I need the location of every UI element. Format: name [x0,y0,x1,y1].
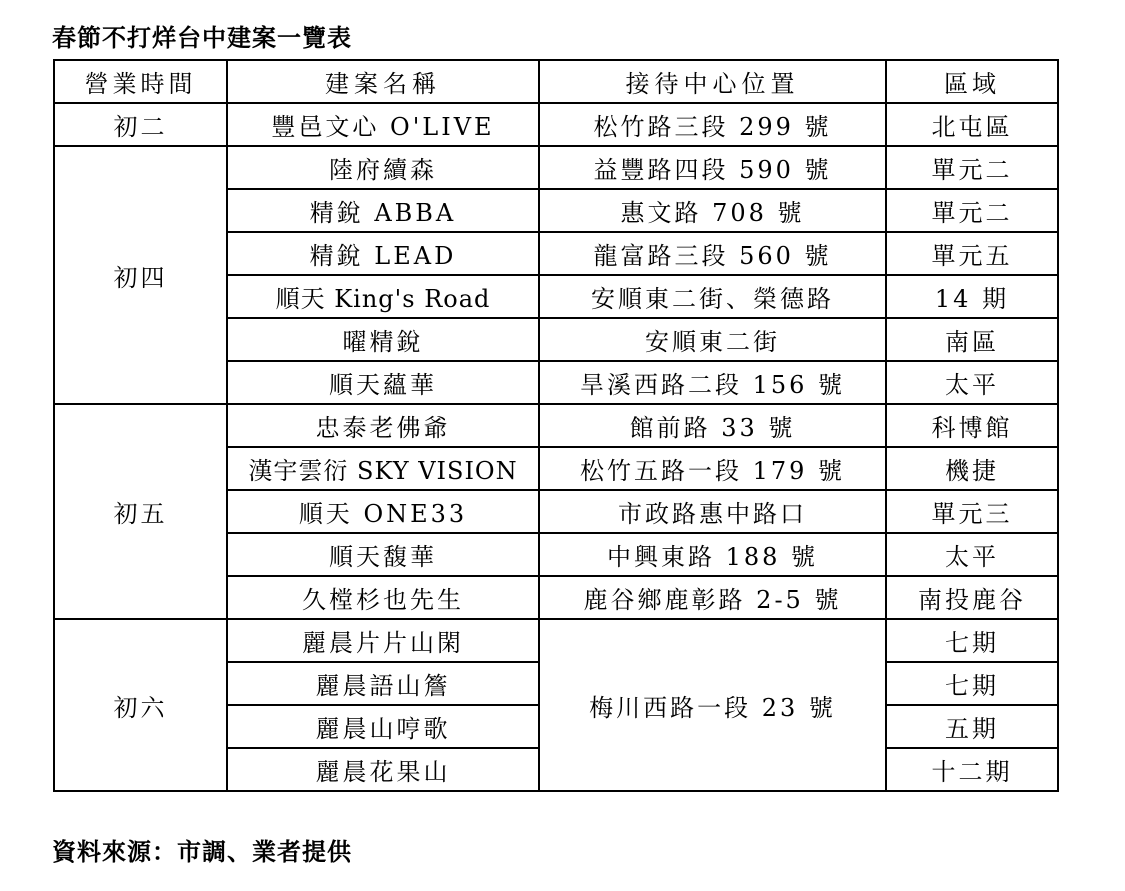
project-area-cell: 南區 [886,318,1058,361]
project-area-cell: 單元五 [886,232,1058,275]
project-location-cell: 館前路 33 號 [539,404,886,447]
header-row [54,60,1058,103]
project-name-cell: 順天蘊華 [227,361,539,404]
project-name-cell: 陸府續森 [227,146,539,189]
project-name-cell: 漢宇雲衍 SKY VISION [227,447,539,490]
project-area-cell: 14 期 [886,275,1058,318]
project-location-cell: 惠文路 708 號 [539,189,886,232]
project-location-cell: 鹿谷鄉鹿彰路 2-5 號 [539,576,886,619]
table-row [54,404,1058,447]
project-area-cell: 單元二 [886,189,1058,232]
listing-table [53,59,1059,792]
header-name: 建案名稱 [227,60,539,103]
header-area: 區域 [886,60,1058,103]
project-area-cell: 機捷 [886,447,1058,490]
project-name-cell: 精銳 LEAD [227,232,539,275]
project-location-cell: 龍富路三段 560 號 [539,232,886,275]
project-area-cell: 太平 [886,361,1058,404]
table-row [54,103,1058,146]
project-location-cell: 安順東二街 [539,318,886,361]
project-area-cell: 科博館 [886,404,1058,447]
project-name-cell: 忠泰老佛爺 [227,404,539,447]
header-location: 接待中心位置 [539,60,886,103]
project-location-cell: 市政路惠中路口 [539,490,886,533]
table-row [54,146,1058,189]
group-time-cell: 初四 [54,146,227,404]
project-area-cell: 五期 [886,705,1058,748]
project-location-cell: 松竹路三段 299 號 [539,103,886,146]
project-area-cell: 單元三 [886,490,1058,533]
project-name-cell: 精銳 ABBA [227,189,539,232]
project-name-cell: 久樘杉也先生 [227,576,539,619]
project-area-cell: 北屯區 [886,103,1058,146]
project-location-cell: 旱溪西路二段 156 號 [539,361,886,404]
project-location-cell: 松竹五路一段 179 號 [539,447,886,490]
project-location-cell: 安順東二街、榮德路 [539,275,886,318]
project-area-cell: 太平 [886,533,1058,576]
project-name-cell: 順天 ONE33 [227,490,539,533]
project-area-cell: 單元二 [886,146,1058,189]
project-area-cell: 南投鹿谷 [886,576,1058,619]
project-name-cell: 麗晨片片山閑 [227,619,539,662]
group-time-cell: 初二 [54,103,227,146]
group-time-cell: 初五 [54,404,227,619]
project-name-cell: 曜精銳 [227,318,539,361]
project-name-cell: 順天 King's Road [227,275,539,318]
project-name-cell: 豐邑文心 O'LIVE [227,103,539,146]
project-name-cell: 順天馥華 [227,533,539,576]
project-name-cell: 麗晨花果山 [227,748,539,791]
project-name-cell: 麗晨語山簷 [227,662,539,705]
document-title: 春節不打烊台中建案一覽表 [52,24,352,52]
project-area-cell: 十二期 [886,748,1058,791]
source-note: 資料來源：市調、業者提供 [52,838,352,866]
project-area-cell: 七期 [886,662,1058,705]
shared-location-cell: 梅川西路一段 23 號 [539,619,886,791]
table-row [54,619,1058,662]
group-time-cell: 初六 [54,619,227,791]
project-area-cell: 七期 [886,619,1058,662]
header-time: 營業時間 [54,60,227,103]
project-location-cell: 益豐路四段 590 號 [539,146,886,189]
project-name-cell: 麗晨山哼歌 [227,705,539,748]
project-location-cell: 中興東路 188 號 [539,533,886,576]
